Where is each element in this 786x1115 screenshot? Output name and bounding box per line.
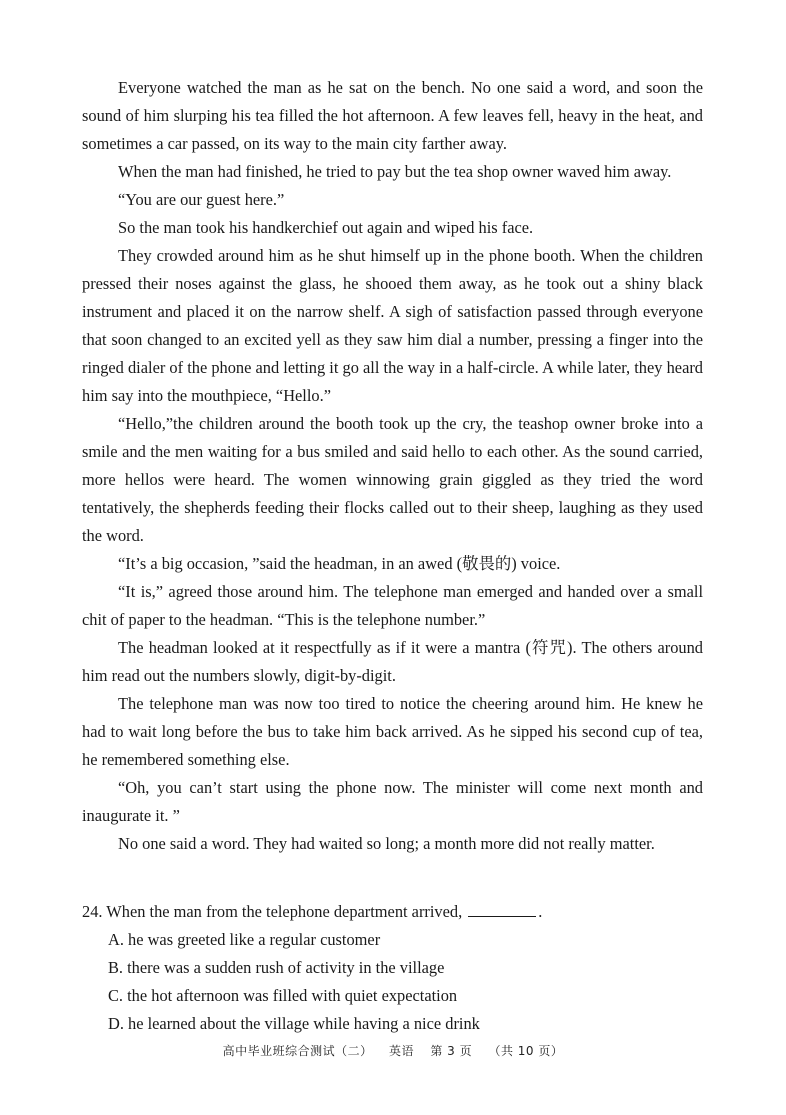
question-stem-text: 24. When the man from the telephone department arrived, xyxy=(82,902,463,921)
page-footer xyxy=(0,1042,786,1059)
passage-paragraph: “It’s a big occasion, ”said the headman, in an awed (敬畏的) voice. xyxy=(118,554,561,573)
passage-paragraph: So the man took his handkerchief out again and wiped his face. xyxy=(118,218,534,237)
answer-blank xyxy=(468,902,536,917)
option-a: A. he was greeted like a regular customer xyxy=(108,930,381,949)
question-stem xyxy=(82,898,703,926)
passage-paragraph: The headman looked at it respectfully as if it were a mantra (符咒). The others around him read out the numbers slowly, digit-by-digit. xyxy=(82,638,703,685)
option-d: D. he learned about the village while having a nice drink xyxy=(108,1014,480,1033)
passage-paragraph: “Hello,”the children around the booth took up the cry, the teashop owner broke into a smile and the men waiting for a bus smiled and said hello to each other. As the sound carried, more hellos were heard. The women winnowing grain giggled as they tried the word tentatively, the shepherds feeding their flocks called out to their sheep, laughing as they used the word. xyxy=(82,414,703,545)
footer-total-pages: （共 10 页） xyxy=(488,1044,564,1058)
question-stem-end: . xyxy=(538,902,543,921)
passage-paragraph: “You are our guest here.” xyxy=(118,190,285,209)
question-24 xyxy=(82,898,703,1038)
passage-paragraph: “Oh, you can’t start using the phone now. The minister will come next month and inaugurate it. ” xyxy=(82,778,703,825)
passage-paragraph: No one said a word. They had waited so long; a month more did not really matter. xyxy=(118,834,655,853)
footer-page-number: 第 3 页 xyxy=(430,1044,473,1058)
passage-paragraph: They crowded around him as he shut himself up in the phone booth. When the children pressed their noses against the glass, he shooed them away, as he took out a shiny black instrument and placed it on the narrow shelf. A sigh of satisfaction passed through everyone that soon changed to an excited yell as they saw him dial a number, pressing a finger into the ringed dialer of the phone and letting it go all the way in a half-circle. A while later, they heard him say into the mouthpiece, “Hello.” xyxy=(82,246,703,405)
passage-paragraph: When the man had finished, he tried to pay but the tea shop owner waved him away. xyxy=(118,162,672,181)
option-b: B. there was a sudden rush of activity in the village xyxy=(108,958,445,977)
reading-passage xyxy=(82,74,703,858)
passage-paragraph: Everyone watched the man as he sat on the bench. No one said a word, and soon the sound of him slurping his tea filled the hot afternoon. A few leaves fell, heavy in the heat, and sometimes a car passed, on its way to the main city farther away. xyxy=(82,78,703,153)
answer-options xyxy=(82,926,703,1038)
passage-paragraph: The telephone man was now too tired to notice the cheering around him. He knew he had to wait long before the bus to take him back arrived. As he sipped his second cup of tea, he remembered something else. xyxy=(82,694,703,769)
footer-subject: 英语 xyxy=(389,1044,415,1058)
passage-paragraph: “It is,” agreed those around him. The telephone man emerged and handed over a small chit of paper to the headman. “This is the telephone number.” xyxy=(82,582,703,629)
footer-exam-title: 高中毕业班综合测试（二） xyxy=(222,1044,373,1058)
option-c: C. the hot afternoon was filled with quiet expectation xyxy=(108,986,458,1005)
